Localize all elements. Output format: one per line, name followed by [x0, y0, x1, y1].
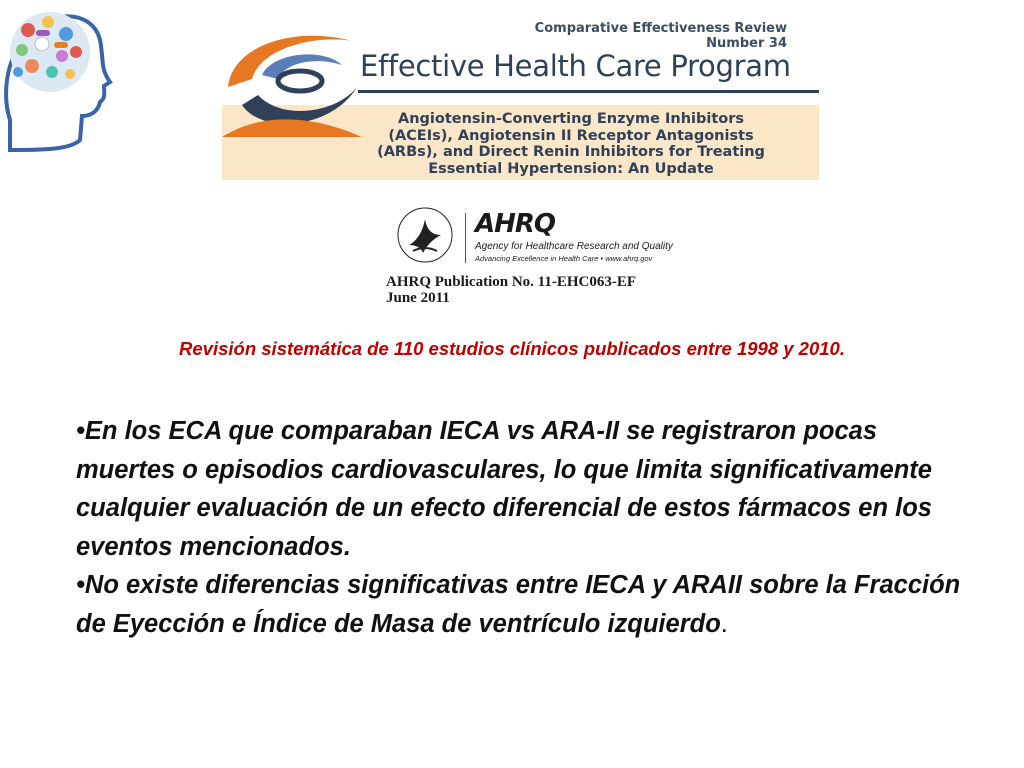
finding-text: •En los ECA que comparaban IECA vs ARA-II se registraron pocas muertes o episodios cardiovasculares, lo que limita significativamente cualquier evaluación de un efecto diferencial de estos fármacos en los eventos mencionados.	[76, 417, 932, 561]
findings-list	[76, 412, 976, 643]
publication-number: AHRQ Publication No. 11-EHC063-EF	[386, 274, 637, 290]
ahrq-publication-block	[375, 195, 673, 315]
hhs-eagle-seal-icon	[395, 205, 455, 265]
report-title-line: Essential Hypertension: An Update	[428, 160, 714, 177]
program-title: Effective Health Care Program	[360, 49, 791, 83]
finding-end-period: .	[720, 609, 728, 638]
banner-divider	[358, 90, 819, 93]
agency-name: Agency for Healthcare Research and Quality	[475, 241, 673, 252]
review-number-label: Number 34	[706, 36, 787, 51]
review-series-label: Comparative Effectiveness Review	[534, 21, 787, 36]
report-title-line: Angiotensin-Converting Enzyme Inhibitors	[397, 111, 745, 127]
finding-text: •No existe diferencias significativas entre IECA y ARAII sobre la Fracción de Eyección e Índice de Masa de ventrículo izquierdo	[76, 571, 961, 638]
report-title-line: (ACEIs), Angiotensin II Receptor Antagonists	[388, 127, 754, 144]
finding-text-wrapper	[76, 566, 976, 643]
publication-date: June 2011	[386, 290, 450, 306]
head-pills-logo-icon	[0, 0, 150, 190]
ehc-program-banner	[222, 17, 819, 180]
finding-bullet	[76, 566, 976, 643]
finding-bullet	[76, 412, 976, 566]
report-title	[358, 111, 784, 177]
ahrq-logo: AHRQ	[475, 209, 556, 239]
logo-divider	[465, 213, 466, 263]
agency-tagline: Advancing Excellence in Health Care • www.ahrq.gov	[475, 254, 653, 263]
study-summary: Revisión sistemática de 110 estudios clínicos publicados entre 1998 y 2010.	[179, 338, 845, 359]
report-title-line: (ARBs), and Direct Renin Inhibitors for Treating	[377, 144, 765, 160]
